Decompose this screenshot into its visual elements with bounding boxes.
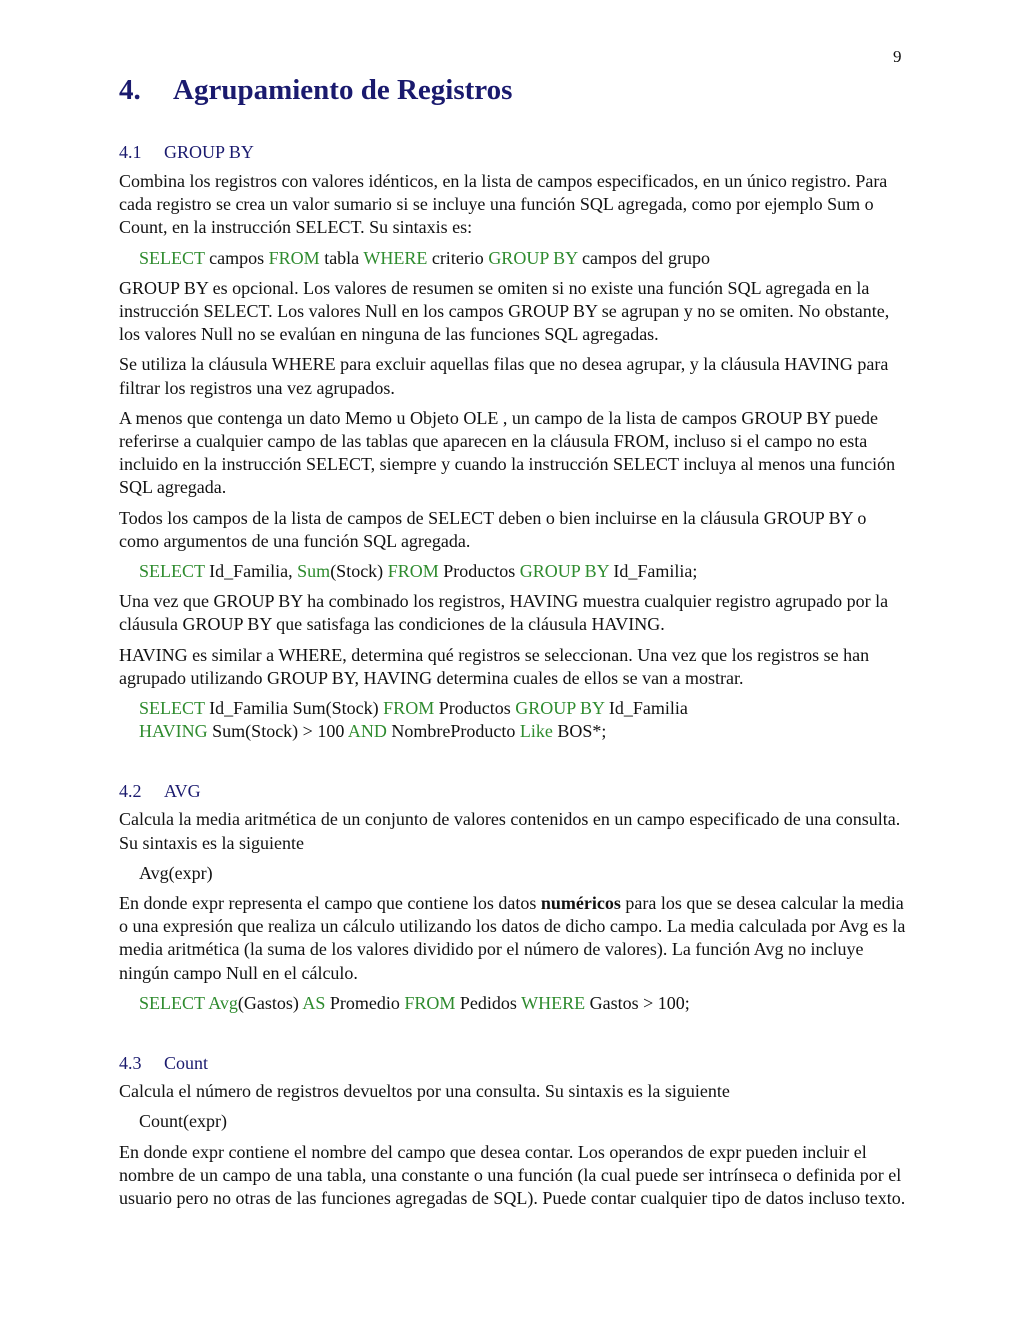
sql-text: criterio <box>427 247 489 268</box>
group-by-syntax <box>119 247 907 270</box>
section-title: GROUP BY <box>164 142 254 162</box>
sql-text: campos <box>204 247 269 268</box>
sql-text: campos del grupo <box>577 247 710 268</box>
avg-paragraph-1: Calcula la media aritmética de un conjunto de valores contenidos en un campo especificado de una consulta. Su sintaxis es la siguiente <box>119 809 901 853</box>
avg-paragraph-2 <box>119 892 907 985</box>
group-by-paragraph-1: Combina los registros con valores idénticos, en la lista de campos especificados, en un único registro. Para cada registro se crea un valor sumario si se incluye una función SQL agregada, como por ejemplo Sum o Count, en la instrucción SELECT. Su sintaxis es: <box>119 171 888 238</box>
sql-keyword: FROM <box>383 698 435 719</box>
avg-syntax: Avg(expr) <box>139 862 213 883</box>
section-title: Count <box>164 1053 209 1074</box>
sql-text: Gastos > 100; <box>585 992 690 1013</box>
section-number: 4.2 <box>119 781 142 802</box>
sql-text: tabla <box>319 247 364 268</box>
avg-example <box>119 992 907 1015</box>
count-paragraph-2: En donde expr contiene el nombre del campo que desea contar. Los operandos de expr pueden incluir el nombre de un campo de una tabla, una constante o una función (la cual puede ser intrínseca o definida por el usuario pero no otras de las funciones agregadas de SQL). Puede contar cualquier tipo de datos incluso texto. <box>119 1141 906 1208</box>
section-number: 4.1 <box>119 142 142 162</box>
avg-paragraph-2-bold: numéricos <box>540 893 621 914</box>
sql-text: Productos <box>438 561 520 582</box>
sql-keyword: SELECT <box>139 247 205 268</box>
sql-keyword: WHERE <box>521 992 586 1013</box>
sql-keyword: FROM <box>404 992 456 1013</box>
section-heading-avg <box>119 780 907 802</box>
sql-keyword: Sum <box>297 561 331 582</box>
group-by-paragraph-3: Se utiliza la cláusula WHERE para excluir aquellas filas que no desea agrupar, y la cláusula HAVING para filtrar los registros una vez agrupados. <box>119 354 889 398</box>
count-paragraph-1: Calcula el número de registros devueltos por una consulta. Su sintaxis es la siguiente <box>119 1081 730 1102</box>
sql-text: (Stock) <box>330 561 388 582</box>
sql-keyword: FROM <box>268 247 320 268</box>
sql-text: Promedio <box>325 992 405 1013</box>
group-by-paragraph-5: Todos los campos de la lista de campos de SELECT deben o bien incluirse en la cláusula GROUP BY o como argumentos de una función SQL agregada. <box>119 507 867 551</box>
sql-keyword: HAVING <box>139 721 208 742</box>
section-heading-group-by <box>119 141 907 163</box>
sql-keyword: AS <box>302 992 326 1013</box>
avg-paragraph-2-start: En donde expr representa el campo que contiene los datos <box>119 893 541 914</box>
group-by-paragraph-7: HAVING es similar a WHERE, determina qué registros se seleccionan. Una vez que los registros se han agrupado utilizando GROUP BY, HAVING determina cuales de ellos se van a mostrar. <box>119 644 870 688</box>
sql-keyword: SELECT <box>139 698 205 719</box>
sql-keyword: GROUP BY <box>488 247 578 268</box>
sql-keyword: SELECT <box>139 561 205 582</box>
count-syntax: Count(expr) <box>139 1111 227 1132</box>
sql-text: BOS*; <box>552 721 607 742</box>
chapter-title <box>119 72 907 108</box>
section-heading-count <box>119 1052 907 1074</box>
group-by-paragraph-6: Una vez que GROUP BY ha combinado los registros, HAVING muestra cualquier registro agrupado por la cláusula GROUP BY que satisfaga las condiciones de la cláusula HAVING. <box>119 591 889 635</box>
page-number: 9 <box>893 47 902 66</box>
sql-keyword: FROM <box>387 561 439 582</box>
section-number: 4.3 <box>119 1053 142 1074</box>
page-content <box>119 72 907 1210</box>
sql-text: NombreProducto <box>386 721 520 742</box>
group-by-example-2-line-1 <box>119 697 907 720</box>
sql-keyword: Like <box>519 721 553 742</box>
sql-keyword: WHERE <box>363 247 428 268</box>
sql-text: (Gastos) <box>237 992 303 1013</box>
sql-text: Productos <box>434 698 516 719</box>
sql-text: Id_Familia; <box>608 561 698 582</box>
avg-paragraph-2-end: para los que se desea calcular la media o una expresión que realiza un cálculo utilizando los datos de dicho campo. La media calculada por Avg es la media aritmética (la suma de los valores dividido por el número de valores). La función Avg no incluye ningún campo Null en el cálculo. <box>119 893 906 983</box>
sql-keyword: AND <box>347 721 387 742</box>
sql-text: Id_Familia Sum(Stock) <box>204 698 384 719</box>
sql-text: Pedidos <box>455 992 522 1013</box>
sql-text: Id_Familia, <box>204 561 298 582</box>
sql-keyword: GROUP BY <box>519 561 609 582</box>
chapter-number: 4. <box>119 74 141 106</box>
sql-text: Sum(Stock) > 100 <box>207 721 348 742</box>
chapter-title-text: Agrupamiento de Registros <box>173 74 513 106</box>
group-by-example-2-line-2 <box>119 720 907 743</box>
group-by-paragraph-2: GROUP BY es opcional. Los valores de resumen se omiten si no existe una función SQL agregada en la instrucción SELECT. Los valores Null en los campos GROUP BY se agrupan y no se omiten. No obstante, los valores Null no se evalúan en ninguna de las funciones SQL agregadas. <box>119 277 890 345</box>
sql-keyword: Avg <box>208 992 238 1013</box>
section-title: AVG <box>164 781 201 802</box>
sql-keyword: GROUP BY <box>515 698 605 719</box>
group-by-example-1 <box>119 560 907 583</box>
sql-text: Id_Familia <box>604 698 688 719</box>
group-by-paragraph-4: A menos que contenga un dato Memo u Objeto OLE , un campo de la lista de campos GROUP BY puede referirse a cualquier campo de las tablas que aparecen en la cláusula FROM, incluso si el campo no esta incluido en la instrucción SELECT, siempre y cuando la instrucción SELECT incluya al menos una función SQL agregada. <box>119 407 896 498</box>
sql-keyword: SELECT <box>139 992 205 1013</box>
